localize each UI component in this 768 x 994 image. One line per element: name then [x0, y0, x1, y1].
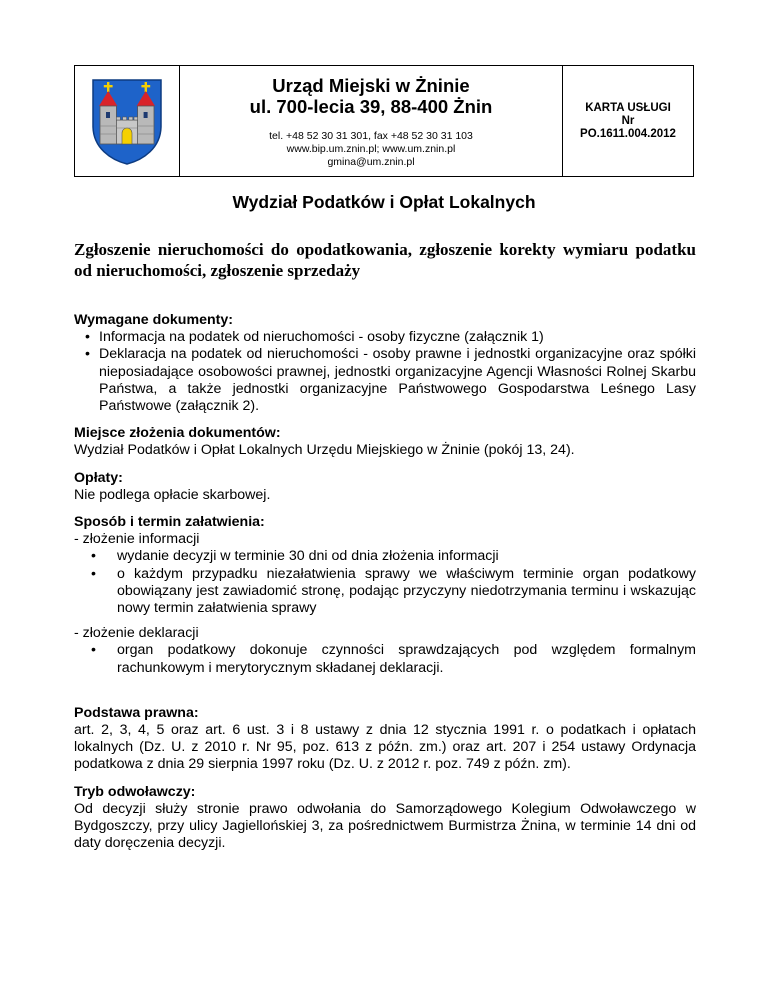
crest-cell — [75, 66, 180, 176]
fees-text: Nie podlega opłacie skarbowej. — [74, 486, 271, 503]
legal-text: art. 2, 3, 4, 5 oraz art. 6 ust. 3 i 8 ustawy z dnia 12 stycznia 1991 r. o podatkach i opłatach lokalnych (Dz. U. z 2010 r. Nr 95, poz. 613 z późn. zm.) oraz art. 207 i 254 ustawy Ordynacja podatkowa z dnia 29 sierpnia 1997 roku (Dz. U. z 2012 r. poz. 749 z późn. zm). — [74, 722, 696, 773]
list-item: • o każdym przypadku niezałatwienia sprawy we właściwym terminie organ podatkowy obowiązany jest zawiadomić stronę, podając przyczyny niedotrzymania terminu i wskazując nowy termin załatwienia sprawy — [74, 566, 696, 618]
handling-group1-label: - złożenie informacji — [74, 531, 200, 548]
appeal-heading: Tryb odwoławczy: — [74, 783, 196, 800]
document-title: Zgłoszenie nieruchomości do opodatkowania, zgłoszenie korekty wymiaru podatku od nieruchomości, zgłoszenie sprzedaży — [74, 240, 696, 280]
contact-email: gmina@um.znin.pl — [327, 156, 415, 168]
card-nr-label: Nr — [621, 114, 635, 127]
department-title: Wydział Podatków i Opłat Lokalnych — [232, 192, 536, 212]
office-address: ul. 700-lecia 39, 88-400 Żnin — [249, 96, 493, 117]
place-text: Wydział Podatków i Opłat Lokalnych Urzędu Miejskiego w Żninie (pokój 13, 24). — [74, 442, 575, 459]
place-heading: Miejsce złożenia dokumentów: — [74, 425, 281, 442]
contact-block — [180, 130, 562, 169]
office-name: Urząd Miejski w Żninie — [272, 75, 470, 96]
documents-list — [74, 329, 696, 415]
card-label: KARTA USŁUGI — [585, 101, 671, 114]
list-item: • organ podatkowy dokonuje czynności sprawdzających pod względem formalnym rachunkowym i merytorycznym składanej deklaracji. — [74, 642, 696, 676]
service-card-cell — [563, 66, 693, 176]
header-table — [74, 65, 694, 177]
office-info-cell — [180, 66, 563, 176]
handling-group2-list — [74, 642, 696, 676]
contact-web: www.bip.um.znin.pl; www.um.znin.pl — [286, 143, 456, 155]
list-item: • Informacja na podatek od nieruchomości - osoby fizyczne (załącznik 1) — [74, 329, 696, 346]
contact-phone: tel. +48 52 30 31 301, fax +48 52 30 31 103 — [269, 130, 473, 142]
documents-heading: Wymagane dokumenty: — [74, 312, 233, 328]
document-body — [74, 312, 696, 852]
card-number: PO.1611.004.2012 — [580, 127, 676, 140]
handling-group2-label: - złożenie deklaracji — [74, 625, 199, 642]
list-item: • wydanie decyzji w terminie 30 dni od dnia złożenia informacji — [74, 548, 696, 565]
handling-group1-list — [74, 548, 696, 617]
legal-heading: Podstawa prawna: — [74, 704, 199, 721]
appeal-text: Od decyzji służy stronie prawo odwołania do Samorządowego Kolegium Odwoławczego w Bydgoszczy, przy ulicy Jagiellońskiej 3, za pośrednictwem Burmistrza Żnina, w terminie 14 dni od daty doręczenia decyzji. — [74, 800, 696, 852]
handling-heading: Sposób i termin załatwienia: — [74, 514, 265, 531]
list-item: • Deklaracja na podatek od nieruchomości - osoby prawne i jednostki organizacyjne oraz spółki nieposiadające osobowości prawnej, jednostki organizacyjne Agencji Własności Rolnej Skarbu Państwa, a także jednostki organizacyjne Państwowego Gospodarstwa Leśnego Lasy Państwowe (załącznik 2). — [74, 346, 696, 415]
fees-heading: Opłaty: — [74, 469, 123, 486]
coat-of-arms-logo — [89, 76, 165, 166]
